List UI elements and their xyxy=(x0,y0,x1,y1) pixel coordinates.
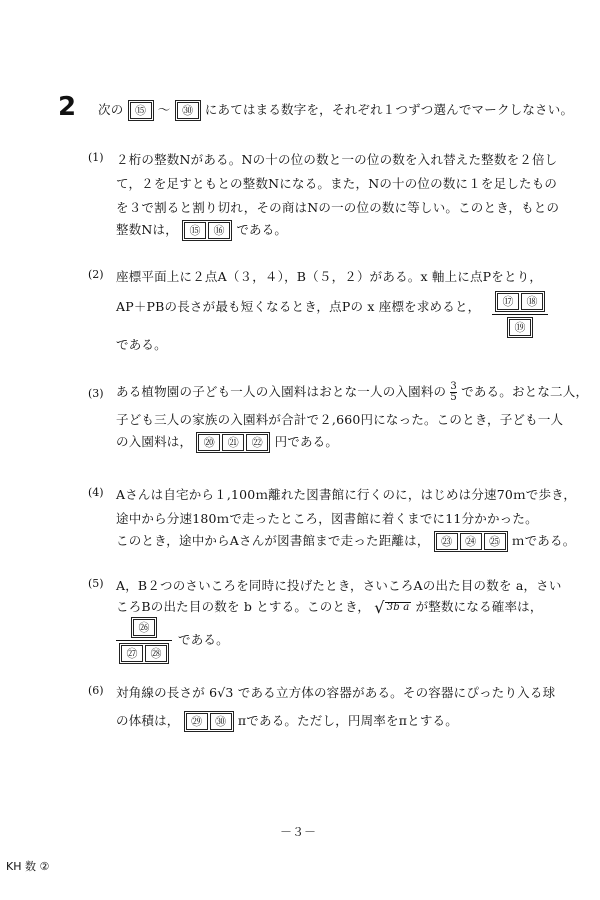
answer-box: ㉗ xyxy=(121,645,143,662)
answer-box: ㉔ xyxy=(460,533,482,550)
fraction-3-5 xyxy=(450,382,457,403)
answer-boxes-20-22 xyxy=(196,432,270,453)
problem-2-label: (2) xyxy=(88,268,104,281)
problem-1-line-1: ２桁の整数Nがある。Nの十の位の数と一の位の数を入れ替えた整数を２倍し xyxy=(116,152,558,167)
intro-tilde: 〜 xyxy=(157,102,171,117)
problem-5-line-2 xyxy=(116,597,543,617)
answer-fraction-26-28 xyxy=(116,617,172,664)
problem-6-line2-post: πである。ただし，円周率をπとする。 xyxy=(237,713,458,728)
problem-6-line-1 xyxy=(116,683,555,701)
problem-5-line2-pre: ころBの出た目の数を b とする。このとき， xyxy=(116,599,371,614)
problem-3-line-1 xyxy=(116,382,588,403)
answer-box: ⑲ xyxy=(509,319,531,336)
fraction-numerator: 3 xyxy=(450,381,457,392)
answer-boxes-23-25 xyxy=(434,531,508,552)
intro-post: にあてはまる数字を，それぞれ１つずつ選んでマークしなさい。 xyxy=(204,102,574,117)
problem-3-line3-pre: の入園料は， xyxy=(116,434,193,449)
problem-1-line-4 xyxy=(116,220,287,241)
answer-box: ⑯ xyxy=(208,222,230,239)
problem-4-line-1: Aさんは自宅から１,100ｍ離れた図書館に行くのに，はじめは分速70ｍで歩き， xyxy=(116,487,577,502)
problem-3-line3-post: 円である。 xyxy=(274,434,339,449)
answer-box: ⑰ xyxy=(497,293,519,310)
answer-box: ⑮ xyxy=(184,222,206,239)
answer-box: ㉑ xyxy=(222,434,244,451)
answer-box: ㉙ xyxy=(186,713,208,730)
fraction-bar xyxy=(116,640,172,641)
answer-box-range-start xyxy=(128,100,154,121)
answer-box: ㉖ xyxy=(133,619,155,636)
answer-denominator xyxy=(507,317,533,338)
answer-box: ⑮ xyxy=(130,102,152,119)
problem-4-line3-post: ｍである。 xyxy=(511,533,576,548)
answer-box: ㉕ xyxy=(484,533,506,550)
exam-code: KH 数 ② xyxy=(6,860,50,873)
sqrt-expression xyxy=(374,598,411,617)
section-instruction xyxy=(98,100,573,121)
problem-4-line-3 xyxy=(116,531,575,552)
answer-box: ㉒ xyxy=(246,434,268,451)
problem-3-line1-post: である。おとな二人， xyxy=(461,384,589,399)
sqrt-numerator: 3b xyxy=(386,602,400,613)
page-number: －３－ xyxy=(280,825,317,839)
problem-6-line-2 xyxy=(116,711,458,732)
fraction-denominator: 5 xyxy=(450,392,457,403)
answer-fraction-17-19 xyxy=(492,291,548,338)
problem-6-line1-post: である立方体の容器がある。その容器にぴったり入る球 xyxy=(237,685,556,700)
fraction-bar xyxy=(492,314,548,315)
problem-3-label: (3) xyxy=(88,387,104,400)
problem-2-line-1: 座標平面上に２点A（３，４），B（５，２）がある。x 軸上に点Pをとり， xyxy=(116,269,543,284)
sqrt-denominator: a xyxy=(403,602,410,613)
problem-5-line-1: A，B２つのさいころを同時に投げたとき，さいころAの出た目の数を a，さい xyxy=(116,578,562,593)
problem-4-line-2: 途中から分速180ｍで走ったところ，図書館に着くまでに11分かかった。 xyxy=(116,511,538,526)
answer-denominator xyxy=(119,643,169,664)
answer-box: ㉘ xyxy=(145,645,167,662)
question-number: 2 xyxy=(58,92,77,122)
diagonal-length: 6√3 xyxy=(209,685,234,700)
answer-box-range-end xyxy=(175,100,201,121)
answer-boxes-15-16 xyxy=(182,220,232,241)
answer-numerator xyxy=(495,291,545,312)
problem-5-line2-post: が整数になる確率は， xyxy=(415,599,543,614)
problem-1-last-post: である。 xyxy=(236,222,288,237)
sqrt-fraction xyxy=(385,602,412,613)
answer-box: ⑱ xyxy=(521,293,543,310)
problem-5-line-3: である。 xyxy=(178,632,229,647)
answer-boxes-29-30 xyxy=(184,711,234,732)
problem-2-line-2: AP＋PBの長さが最も短くなるとき，点Pの x 座標を求めると， xyxy=(116,299,481,314)
problem-1-line-2: て，２を足すともとの整数Nになる。また，Nの十の位の数に１を足したもの xyxy=(116,176,558,191)
problem-6-label: (6) xyxy=(88,684,104,697)
problem-1-last-pre: 整数Nは， xyxy=(116,222,178,237)
answer-box: ㉚ xyxy=(210,713,232,730)
answer-box: ㉓ xyxy=(436,533,458,550)
answer-box: ㉚ xyxy=(177,102,199,119)
problem-6-line2-pre: の体積は， xyxy=(116,713,180,728)
problem-2-line-3: である。 xyxy=(116,337,167,352)
problem-4-label: (4) xyxy=(88,486,104,499)
problem-1-line-3: を３で割ると割り切れ，その商はNの一の位の数に等しい。このとき，もとの xyxy=(116,200,560,215)
problem-5-label: (5) xyxy=(88,577,104,590)
problem-6-line1-pre: 対角線の長さが xyxy=(116,685,205,700)
problem-1-label: (1) xyxy=(88,151,104,164)
answer-box: ⑳ xyxy=(198,434,220,451)
problem-3-line1-pre: ある植物園の子ども一人の入園料はおとな一人の入園料の xyxy=(116,384,447,399)
problem-3-line-2: 子ども三人の家族の入園料が合計で２,660円になった。このとき，子ども一人 xyxy=(116,412,564,427)
answer-numerator xyxy=(131,617,157,638)
radical-sign-icon: √ xyxy=(374,598,385,617)
intro-pre: 次の xyxy=(98,102,124,117)
problem-4-line3-pre: このとき，途中からAさんが図書館まで走った距離は， xyxy=(116,533,430,548)
problem-3-line-3 xyxy=(116,432,338,453)
